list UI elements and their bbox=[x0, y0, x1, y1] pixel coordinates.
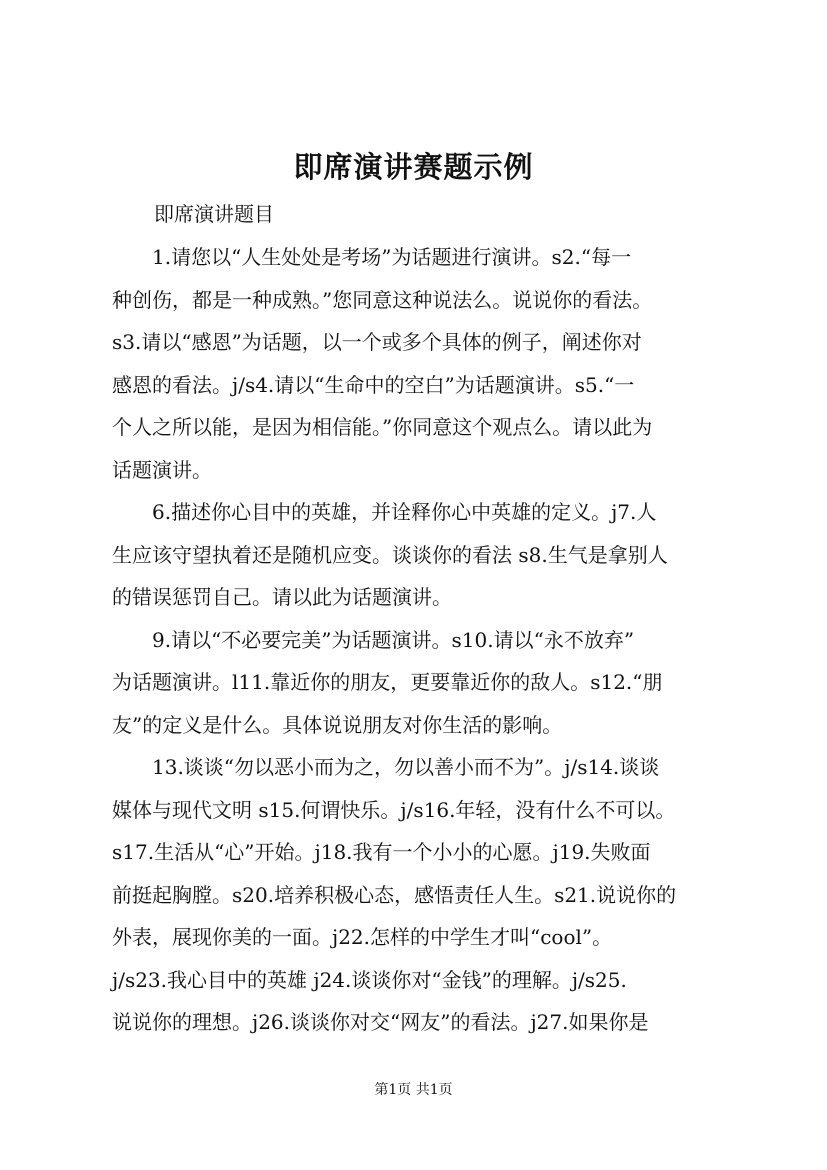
text-line: 说说你的理想。j26.谈谈你对交“网友”的看法。j27.如果你是 bbox=[112, 1010, 649, 1034]
text-line: 种创伤，都是一种成熟。”您同意这种说法么。说说你的看法。 bbox=[112, 287, 653, 312]
paragraph bbox=[112, 236, 724, 491]
text-line: 友”的定义是什么。具体说说朋友对你生活的影响。 bbox=[112, 712, 563, 737]
text-line: 媒体与现代文明 s15.何谓快乐。j/s16.年轻，没有什么不可以。 bbox=[112, 797, 676, 822]
text-line: j/s23.我心目中的英雄 j24.谈谈你对“金钱”的理解。j/s25. bbox=[112, 967, 627, 992]
text-line: 感恩的看法。j/s4.请以“生命中的空白”为话题演讲。s5.“一 bbox=[112, 372, 635, 397]
text-line: 1.请您以“人生处处是考场”为话题进行演讲。s2.“每一 bbox=[152, 245, 632, 269]
text-line: s17.生活从“心”开始。j18.我有一个小小的心愿。j19.失败面 bbox=[112, 840, 651, 864]
text-line: 为话题演讲。l11.靠近你的朋友，更要靠近你的敌人。s12.“朋 bbox=[112, 670, 663, 694]
text-line: 外表，展现你美的一面。j22.怎样的中学生才叫“cool”。 bbox=[112, 925, 613, 949]
text-line: 前挺起胸膛。s20.培养积极心态，感悟责任人生。s21.说说你的 bbox=[112, 882, 677, 907]
page-footer: 第1页 共1页 bbox=[374, 1082, 453, 1098]
document-body bbox=[112, 236, 724, 1044]
text-line: s3.请以“感恩”为话题，以一个或多个具体的例子，阐述你对 bbox=[112, 330, 642, 354]
paragraph bbox=[112, 746, 724, 1044]
text-line: 9.请以“不必要完美”为话题演讲。s10.请以“永不放弃” bbox=[152, 627, 635, 652]
text-line: 6.描述你心目中的英雄，并诠释你心中英雄的定义。j7.人 bbox=[152, 500, 657, 524]
paragraph bbox=[112, 491, 724, 619]
paragraph bbox=[112, 619, 724, 747]
text-line: 个人之所以能，是因为相信能。”你同意这个观点么。请以此为 bbox=[112, 415, 653, 439]
text-line: 的错误惩罚自己。请以此为话题演讲。 bbox=[112, 585, 452, 609]
text-line: 话题演讲。 bbox=[112, 457, 212, 482]
text-line: 生应该守望执着还是随机应变。谈谈你的看法 s8.生气是拿别人 bbox=[112, 542, 668, 567]
text-line: 13.谈谈“勿以恶小而为之，勿以善小而不为”。j/s14.谈谈 bbox=[152, 755, 660, 779]
document-subtitle: 即席演讲题目 bbox=[154, 202, 274, 226]
document-title: 即席演讲赛题示例 bbox=[293, 150, 534, 184]
